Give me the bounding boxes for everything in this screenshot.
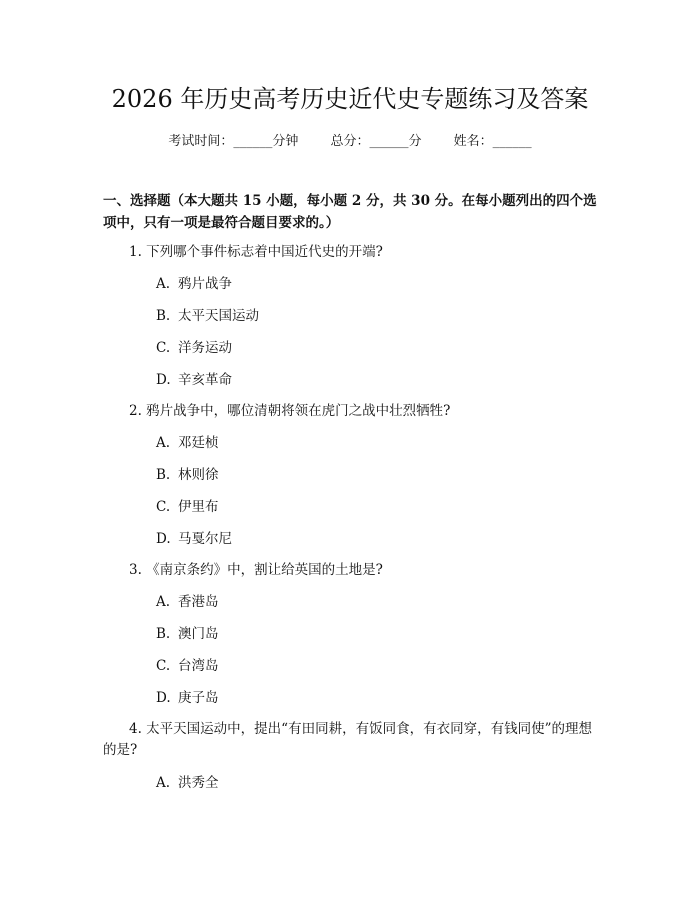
question-3-option-c [156,656,576,676]
question-3-stem: 3. 《南京条约》中，割让给英国的土地是? [129,562,383,578]
option-letter: C. [156,340,171,356]
option-text: 澳门岛 [178,626,219,642]
question-3-option-b [156,624,576,644]
option-text: 庚子岛 [178,690,219,706]
option-text: 香港岛 [178,594,219,610]
option-letter: D. [156,372,171,388]
question-2-option-a [156,433,576,453]
option-letter: B. [156,308,171,324]
option-letter: B. [156,467,171,483]
option-text: 辛亥革命 [178,372,232,388]
option-text: 伊里布 [178,499,219,515]
option-text: 邓廷桢 [178,435,219,451]
question-2-option-d [156,529,576,549]
question-1-option-b [156,306,576,326]
total-score-field: 总分：______分 [330,134,422,149]
option-letter: A. [156,775,171,791]
option-letter: A. [156,435,171,451]
exam-meta [0,132,700,152]
student-name-field: 姓名：______ [453,134,532,149]
question-2-option-c [156,497,576,517]
question-4-option-a [156,773,576,793]
page-title: 2026 年历史高考历史近代史专题练习及答案 [111,85,589,113]
option-letter: D. [156,531,171,547]
exam-time-field: 考试时间：______分钟 [168,134,299,149]
option-letter: C. [156,499,171,515]
question-1-stem: 1. 下列哪个事件标志着中国近代史的开端? [129,244,383,260]
option-text: 太平天国运动 [178,308,259,324]
section-heading: 一、选择题（本大题共 15 小题，每小题 2 分，共 30 分。在每小题列出的四个选项中，只有一项是最符合题目要求的。） [103,193,597,231]
option-text: 台湾岛 [178,658,219,674]
option-letter: D. [156,690,171,706]
option-letter: A. [156,276,171,292]
question-3-option-a [156,592,576,612]
option-text: 马戛尔尼 [178,531,232,547]
option-text: 洪秀全 [178,775,219,791]
option-letter: C. [156,658,171,674]
question-1-option-a [156,274,576,294]
option-letter: A. [156,594,171,610]
option-text: 林则徐 [178,467,219,483]
option-letter: B. [156,626,171,642]
question-2-stem: 2. 鸦片战争中，哪位清朝将领在虎门之战中壮烈牺牲? [129,403,451,419]
question-4-stem: 4. 太平天国运动中，提出“有田同耕，有饭同食，有衣同穿，有钱同使”的理想的是? [103,721,592,758]
option-text: 鸦片战争 [178,276,232,292]
question-1-option-c [156,338,576,358]
question-1-option-d [156,370,576,390]
question-3-option-d [156,688,576,708]
option-text: 洋务运动 [178,340,232,356]
question-2-option-b [156,465,576,485]
